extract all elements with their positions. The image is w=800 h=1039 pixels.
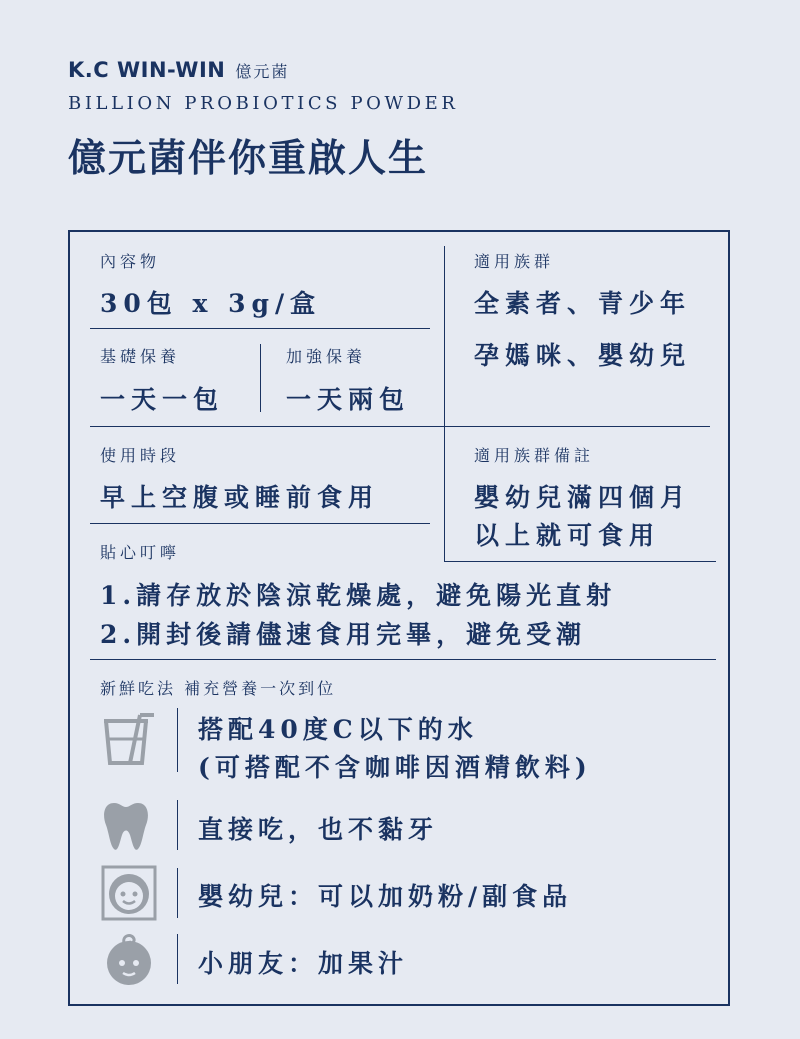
usage-item-2-line1: 直接吃，也不黏牙 xyxy=(198,815,439,844)
rule-timing xyxy=(90,523,430,524)
maintenance-divider xyxy=(260,344,261,412)
info-panel xyxy=(68,230,730,1006)
usage-item-1-line1: 搭配40度C以下的水 xyxy=(198,715,478,744)
icon-divider-2 xyxy=(177,800,178,850)
rule-maintenance xyxy=(90,426,710,427)
baby-face-icon xyxy=(100,864,158,922)
tooth-icon xyxy=(100,797,158,855)
icon-divider-3 xyxy=(177,868,178,918)
page-headline: 億元菌伴你重啟人生 xyxy=(68,135,429,180)
tips-line2: 2.開封後請儘速食用完畢，避免受潮 xyxy=(100,620,587,649)
contents-label: 內容物 xyxy=(100,252,161,271)
column-divider xyxy=(444,246,445,562)
usage-item-1-line2: (可搭配不含咖啡因酒精飲料) xyxy=(198,753,592,782)
tips-line1: 1.請存放於陰涼乾燥處，避免陽光直射 xyxy=(100,581,617,610)
usage-item-3-line1: 嬰幼兒：可以加奶粉/副食品 xyxy=(198,882,573,911)
basic-value: 一天一包 xyxy=(100,385,225,414)
enhanced-label: 加強保養 xyxy=(286,347,367,366)
target-line1: 全素者、青少年 xyxy=(474,289,692,318)
tips-label: 貼心叮嚀 xyxy=(100,543,181,562)
timing-label: 使用時段 xyxy=(100,446,181,465)
brand-en: K.C WIN-WIN xyxy=(68,58,226,82)
target-note-label: 適用族群備註 xyxy=(474,446,595,465)
cup-icon xyxy=(100,711,158,769)
product-subtitle: BILLION PROBIOTICS POWDER xyxy=(68,93,459,114)
brand-logo xyxy=(68,58,289,82)
enhanced-value: 一天兩包 xyxy=(286,385,411,414)
brand-zh: 億元菌 xyxy=(235,62,290,81)
icon-divider-1 xyxy=(177,708,178,772)
rule-note xyxy=(444,561,716,562)
child-face-icon xyxy=(100,931,158,989)
target-note-line2: 以上就可食用 xyxy=(474,521,661,550)
timing-value: 早上空腹或睡前食用 xyxy=(100,483,380,512)
rule-contents xyxy=(90,328,430,329)
rule-tips xyxy=(90,659,716,660)
basic-label: 基礎保養 xyxy=(100,347,181,366)
usage-item-4-line1: 小朋友：加果汁 xyxy=(198,949,409,978)
icon-divider-4 xyxy=(177,934,178,984)
target-line2: 孕媽咪、嬰幼兒 xyxy=(474,341,692,370)
contents-value: 30包 x 3g/盒 xyxy=(100,289,322,318)
target-label: 適用族群 xyxy=(474,252,555,271)
usage-label: 新鮮吃法 補充營養一次到位 xyxy=(100,679,337,698)
target-note-line1: 嬰幼兒滿四個月 xyxy=(474,483,692,512)
